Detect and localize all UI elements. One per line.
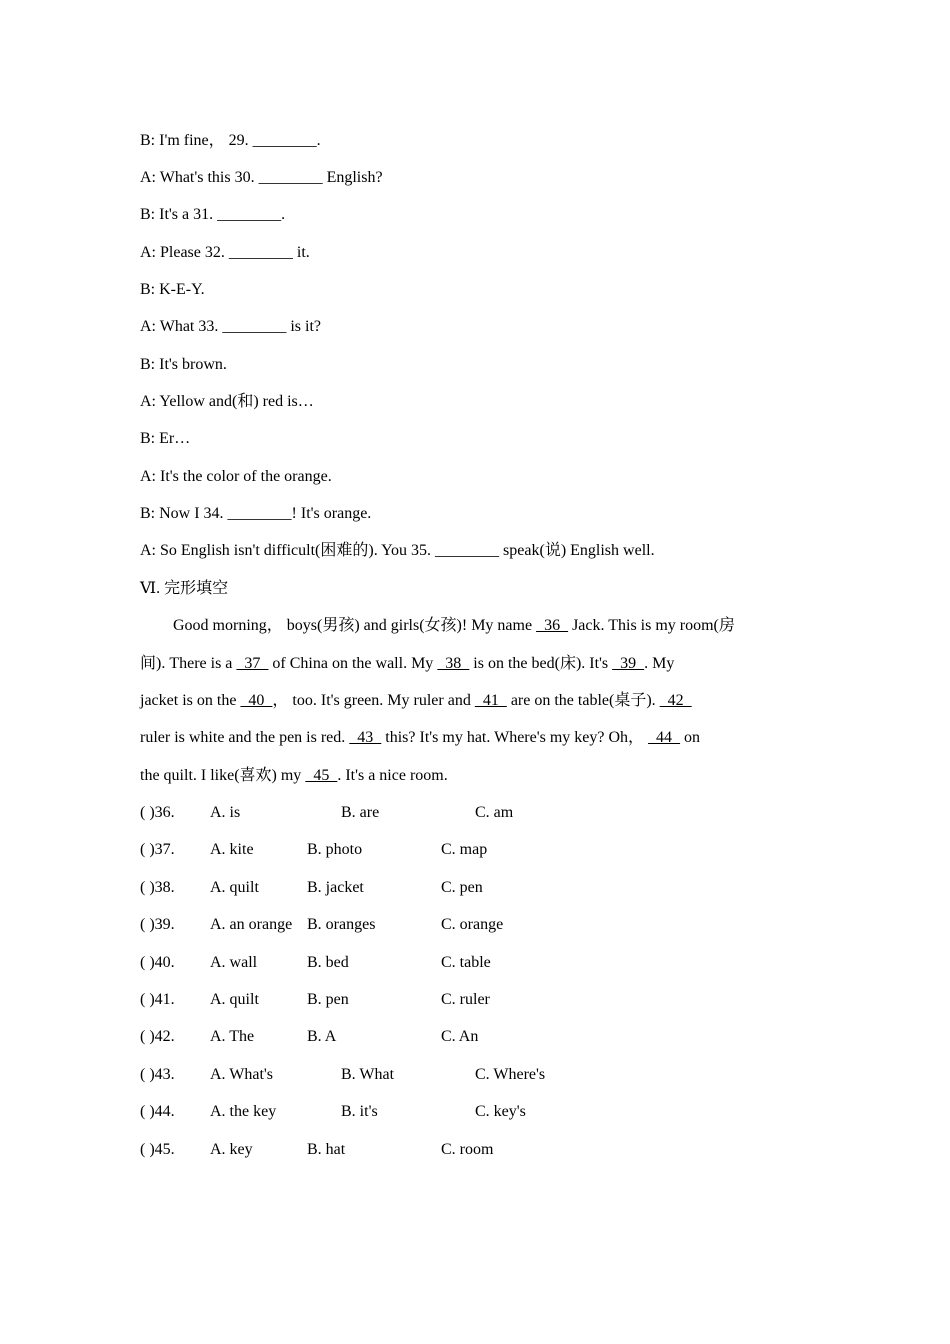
dialogue-line: A: So English isn't difficult(困难的). You 35. ________ speak(说) English well. — [140, 542, 655, 559]
question-row — [140, 1139, 820, 1161]
question-row — [140, 1026, 820, 1048]
passage-text: are on the table(桌子). — [506, 692, 660, 709]
passage-line — [140, 765, 820, 787]
passage-text: . It's a nice room. — [337, 767, 448, 784]
option-c[interactable]: C. ruler — [441, 991, 490, 1008]
option-a[interactable]: A. The — [210, 1028, 255, 1045]
option-b[interactable]: B. photo — [307, 841, 363, 858]
passage-text: on — [680, 729, 701, 746]
question-number: ( )41. — [140, 991, 175, 1008]
question-number: ( )39. — [140, 916, 175, 933]
blank-45: 45 — [305, 767, 338, 784]
option-a[interactable]: A. What's — [210, 1066, 274, 1083]
question-row — [140, 839, 820, 861]
option-a[interactable]: A. an orange — [210, 916, 293, 933]
option-b[interactable]: B. bed — [307, 954, 349, 971]
dialogue-line: A: Please 32. ________ it. — [140, 244, 310, 261]
passage-text: . My — [644, 655, 675, 672]
blank-44: 44 — [648, 729, 681, 746]
passage-text: 间). There is a — [140, 655, 237, 672]
option-b[interactable]: B. jacket — [307, 879, 364, 896]
option-b[interactable]: B. A — [307, 1028, 337, 1045]
option-c[interactable]: C. An — [441, 1028, 479, 1045]
dialogue-line: A: It's the color of the orange. — [140, 468, 332, 485]
passage-line — [140, 615, 820, 637]
option-a[interactable]: A. key — [210, 1141, 253, 1158]
dialogue-line: A: What's this 30. ________ English? — [140, 169, 383, 186]
question-number: ( )44. — [140, 1103, 175, 1120]
option-c[interactable]: C. orange — [441, 916, 504, 933]
blank-39: 39 — [612, 655, 645, 672]
question-row — [140, 989, 820, 1011]
question-row — [140, 914, 820, 936]
question-number: ( )43. — [140, 1066, 175, 1083]
option-b[interactable]: B. What — [341, 1066, 395, 1083]
blank-43: 43 — [349, 729, 382, 746]
passage-text: jacket is on the — [140, 692, 241, 709]
option-a[interactable]: A. wall — [210, 954, 258, 971]
option-b[interactable]: B. hat — [307, 1141, 346, 1158]
option-a[interactable]: A. is — [210, 804, 241, 821]
passage-text: ruler is white and the pen is red. — [140, 729, 350, 746]
question-number: ( )40. — [140, 954, 175, 971]
dialogue-line: B: It's brown. — [140, 356, 227, 373]
question-number: ( )45. — [140, 1141, 175, 1158]
question-number: ( )36. — [140, 804, 175, 821]
dialogue-line: B: Now I 34. ________! It's orange. — [140, 505, 372, 522]
passage-text: the quilt. I like(喜欢) my — [140, 767, 306, 784]
question-row — [140, 877, 820, 899]
dialogue-line: B: It's a 31. ________. — [140, 206, 286, 223]
option-c[interactable]: C. table — [441, 954, 491, 971]
question-number: ( )42. — [140, 1028, 175, 1045]
passage-text: this? It's my hat. Where's my key? Oh， — [381, 729, 649, 746]
option-b[interactable]: B. oranges — [307, 916, 376, 933]
question-row — [140, 802, 820, 824]
passage-text: Jack. This is my room(房 — [568, 617, 735, 634]
question-number: ( )38. — [140, 879, 175, 896]
option-a[interactable]: A. quilt — [210, 879, 259, 896]
option-a[interactable]: A. quilt — [210, 991, 259, 1008]
passage-line — [140, 653, 820, 675]
dialogue-line: A: What 33. ________ is it? — [140, 318, 322, 335]
blank-38: 38 — [437, 655, 470, 672]
question-row — [140, 1064, 820, 1086]
dialogue-line: B: I'm fine， 29. ________. — [140, 132, 321, 149]
blank-42: 42 — [659, 692, 692, 709]
option-a[interactable]: A. kite — [210, 841, 254, 858]
section-title: Ⅵ. 完形填空 — [140, 580, 229, 597]
blank-40: 40 — [240, 692, 273, 709]
passage-text: is on the bed(床). It's — [469, 655, 613, 672]
passage-text: ， too. It's green. My ruler and — [272, 692, 475, 709]
question-number: ( )37. — [140, 841, 175, 858]
question-row — [140, 952, 820, 974]
option-c[interactable]: C. pen — [441, 879, 483, 896]
dialogue-line: B: K-E-Y. — [140, 281, 205, 298]
passage-line — [140, 727, 820, 749]
dialogue-line: A: Yellow and(和) red is… — [140, 393, 314, 410]
blank-37: 37 — [236, 655, 269, 672]
passage-text: of China on the wall. My — [268, 655, 438, 672]
dialogue-line: B: Er… — [140, 430, 191, 447]
option-c[interactable]: C. map — [441, 841, 488, 858]
option-c[interactable]: C. key's — [475, 1103, 526, 1120]
blank-41: 41 — [474, 692, 507, 709]
option-c[interactable]: C. am — [475, 804, 514, 821]
passage-line — [140, 690, 820, 712]
passage-text: Good morning， boys(男孩) and girls(女孩)! My name — [173, 617, 537, 634]
option-c[interactable]: C. Where's — [475, 1066, 546, 1083]
option-b[interactable]: B. are — [341, 804, 380, 821]
question-row — [140, 1101, 820, 1123]
option-b[interactable]: B. pen — [307, 991, 349, 1008]
option-b[interactable]: B. it's — [341, 1103, 378, 1120]
blank-36: 36 — [536, 617, 569, 634]
option-c[interactable]: C. room — [441, 1141, 494, 1158]
option-a[interactable]: A. the key — [210, 1103, 277, 1120]
